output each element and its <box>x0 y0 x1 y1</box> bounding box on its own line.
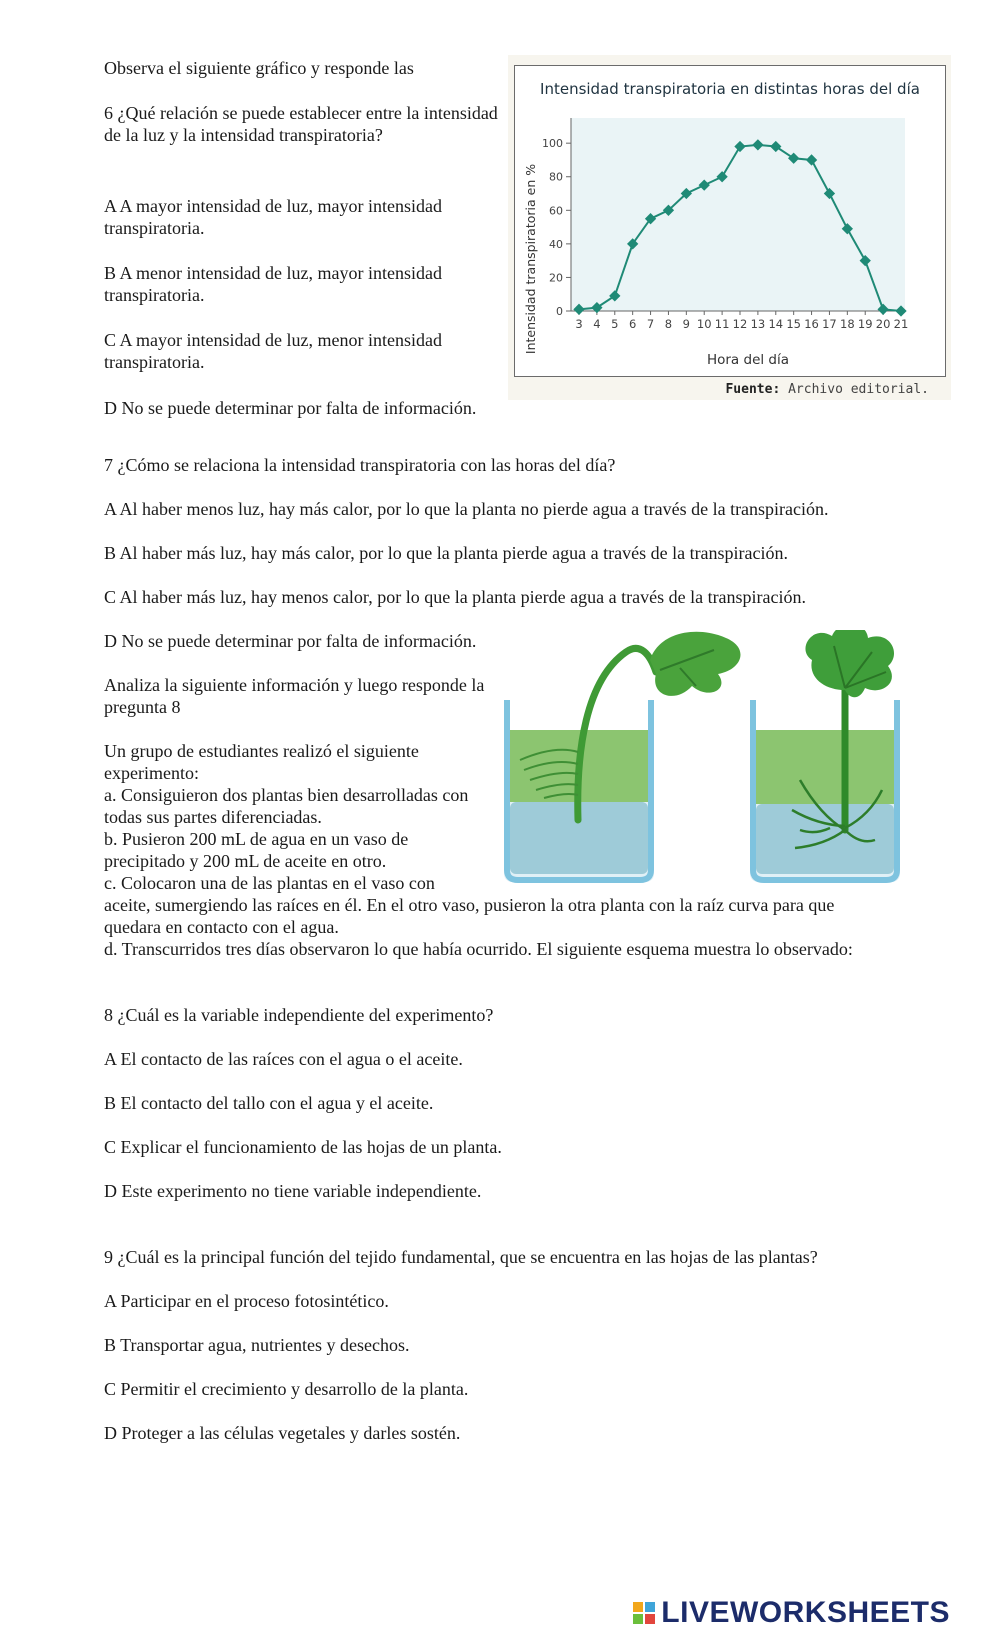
chart-panel <box>508 55 951 400</box>
brand-name: LIVEWORKSHEETS <box>661 1596 950 1629</box>
y-tick-label: 100 <box>542 137 563 151</box>
transpiration-chart <box>515 66 945 376</box>
x-tick-label: 6 <box>629 317 637 331</box>
x-tick-label: 7 <box>646 317 655 331</box>
q8-option-d[interactable]: D Este experimento no tiene variable independiente. <box>104 1181 482 1201</box>
x-tick-label: 13 <box>750 317 766 331</box>
q9-option-b[interactable]: B Transportar agua, nutrientes y desechos. <box>104 1335 410 1355</box>
brand-grid-icon <box>633 1602 655 1624</box>
experiment-intro: Analiza la siguiente información y luego responde la pregunta 8 <box>104 675 485 717</box>
experiment-step-c-start: c. Colocaron una de las plantas en el vaso con <box>104 873 435 893</box>
chart-source-label: Fuente: <box>725 382 781 397</box>
experiment-illustration <box>500 630 920 890</box>
intro-text: Observa el siguiente gráfico y responde las <box>104 58 414 78</box>
experiment-step-a: a. Consiguieron dos plantas bien desarrolladas con todas sus partes diferenciadas. <box>104 785 469 827</box>
chart-source <box>725 382 929 397</box>
y-tick-label: 40 <box>549 237 563 251</box>
y-tick-label: 80 <box>549 170 563 184</box>
experiment-step-c-rest: aceite, sumergiendo las raíces en él. En el otro vaso, pusieron la otra planta con la raíz curva para que quedara en contacto con el agua. <box>104 895 835 937</box>
x-tick-label: 8 <box>664 317 673 331</box>
q7-option-a[interactable]: A Al haber menos luz, hay más calor, por lo que la planta no pierde agua a través de la transpiración. <box>104 499 829 519</box>
q8-option-b[interactable]: B El contacto del tallo con el agua y el aceite. <box>104 1093 434 1113</box>
q7-option-b[interactable]: B Al haber más luz, hay más calor, por lo que la planta pierde agua a través de la transpiración. <box>104 543 789 563</box>
experiment-step-b: b. Pusieron 200 mL de agua en un vaso de precipitado y 200 mL de aceite en otro. <box>104 829 409 871</box>
q6-option-b[interactable]: B A menor intensidad de luz, mayor intensidad transpiratoria. <box>104 263 442 305</box>
q6-option-c[interactable]: C A mayor intensidad de luz, menor intensidad transpiratoria. <box>104 330 442 372</box>
q7-option-c[interactable]: C Al haber más luz, hay menos calor, por lo que la planta pierde agua a través de la transpiración. <box>104 587 807 607</box>
x-tick-label: 10 <box>696 317 712 331</box>
x-tick-label: 21 <box>893 317 909 331</box>
q8-question: 8 ¿Cuál es la variable independiente del experimento? <box>104 1005 494 1025</box>
q8-option-a[interactable]: A El contacto de las raíces con el agua o el aceite. <box>104 1049 463 1069</box>
experiment-step-d: d. Transcurridos tres días observaron lo que había ocurrido. El siguiente esquema muestra lo observado: <box>104 939 853 959</box>
x-tick-label: 16 <box>804 317 819 331</box>
q9-question: 9 ¿Cuál es la principal función del tejido fundamental, que se encuentra en las hojas de las plantas? <box>104 1247 818 1267</box>
chart-x-axis-label: Hora del día <box>706 352 790 368</box>
q9-option-c[interactable]: C Permitir el crecimiento y desarrollo de la planta. <box>104 1379 469 1399</box>
x-tick-label: 12 <box>732 317 748 331</box>
q6-question: 6 ¿Qué relación se puede establecer entre la intensidad de la luz y la intensidad transpiratoria? <box>104 103 498 145</box>
x-tick-label: 3 <box>575 317 583 331</box>
liveworksheets-logo[interactable] <box>633 1596 950 1630</box>
y-tick-label: 0 <box>556 305 563 318</box>
q9-option-d[interactable]: D Proteger a las células vegetales y darles sostén. <box>104 1423 461 1443</box>
x-tick-label: 17 <box>822 317 837 331</box>
x-tick-label: 15 <box>786 317 801 331</box>
beaker-water <box>750 700 900 882</box>
chart-source-text: Archivo editorial. <box>788 382 929 397</box>
chart-y-axis-label: Intensidad transpiratoria en % <box>523 163 538 355</box>
x-tick-label: 11 <box>714 317 730 331</box>
x-tick-label: 19 <box>857 317 873 331</box>
x-tick-label: 20 <box>875 317 891 331</box>
q7-question: 7 ¿Cómo se relaciona la intensidad transpiratoria con las horas del día? <box>104 455 616 475</box>
x-tick-label: 5 <box>611 317 619 331</box>
q7-option-d[interactable]: D No se puede determinar por falta de información. <box>104 631 477 651</box>
x-tick-label: 14 <box>768 317 784 331</box>
q6-option-d[interactable]: D No se puede determinar por falta de información. <box>104 398 477 418</box>
q9-option-a[interactable]: A Participar en el proceso fotosintético. <box>104 1291 389 1311</box>
x-tick-label: 18 <box>840 317 855 331</box>
q8-option-c[interactable]: C Explicar el funcionamiento de las hojas de un planta. <box>104 1137 502 1157</box>
chart-frame <box>514 65 946 377</box>
y-tick-label: 20 <box>549 271 563 285</box>
x-tick-label: 9 <box>682 317 690 331</box>
y-tick-label: 60 <box>549 204 563 218</box>
experiment-heading: Un grupo de estudiantes realizó el siguiente experimento: <box>104 741 419 783</box>
q6-option-a[interactable]: A A mayor intensidad de luz, mayor intensidad transpiratoria. <box>104 196 442 238</box>
chart-title: Intensidad transpiratoria en distintas horas del día <box>540 80 920 98</box>
x-tick-label: 4 <box>593 317 601 331</box>
